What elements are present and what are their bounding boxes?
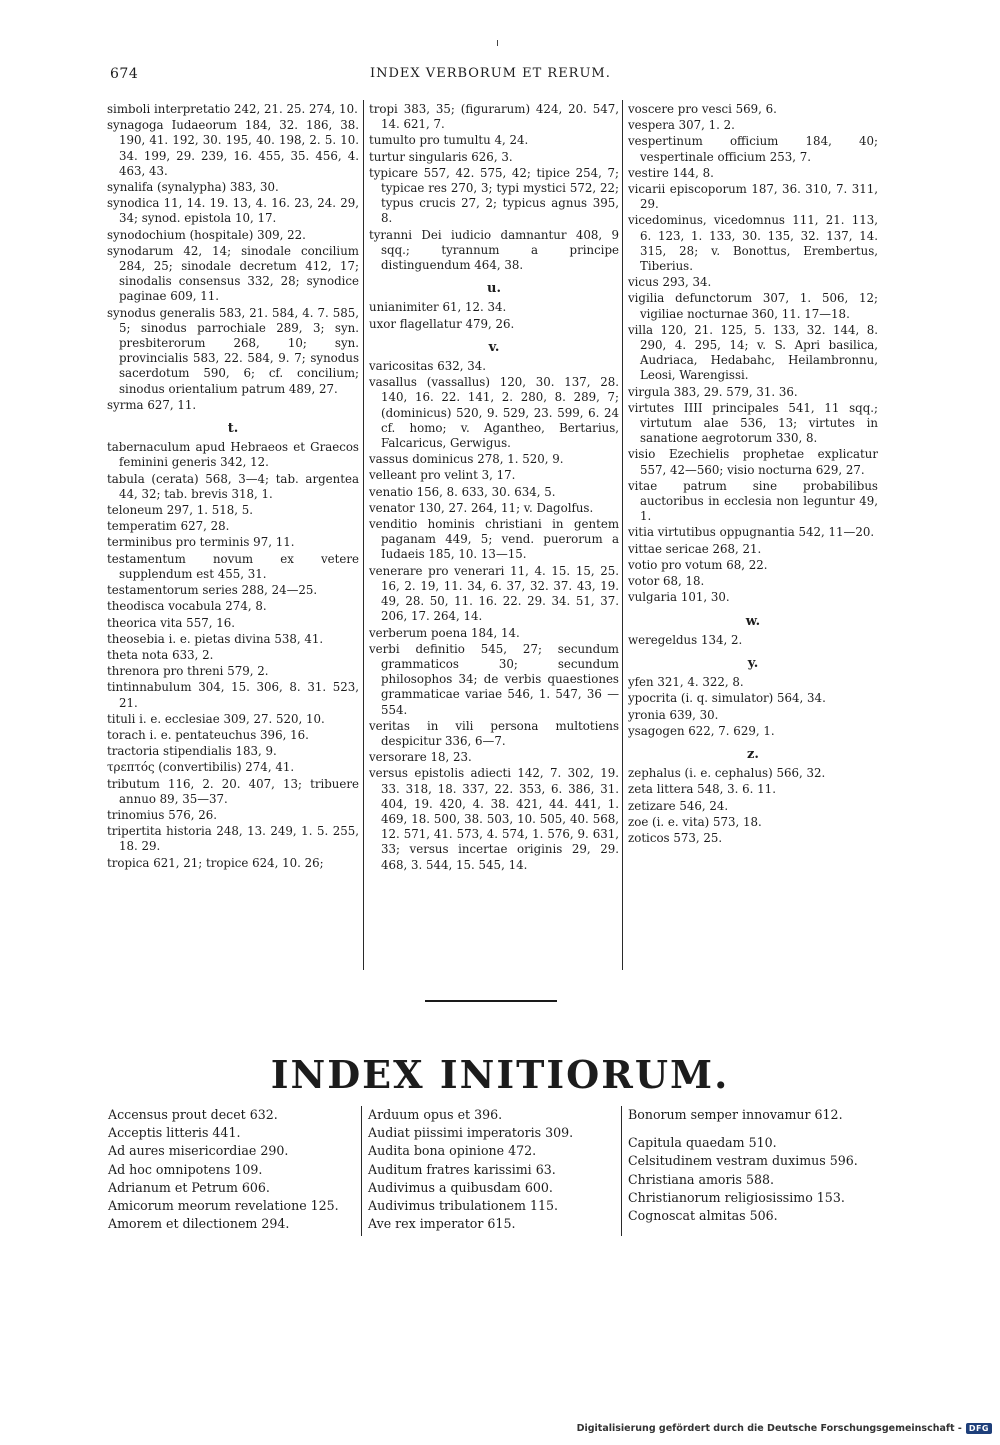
initium-entry: Capitula quaedam 510. — [628, 1135, 777, 1151]
index-entry: theta nota 633, 2. — [107, 647, 214, 662]
index-entry: synodica 11, 14. 19. 13, 4. 16. 23, 24. 29, 34; synod. epistola 10, 17. — [107, 196, 359, 226]
column-rule-3 — [361, 1106, 362, 1236]
initium-entry: Christianorum religiosissimo 153. — [628, 1189, 845, 1205]
index-entry: temperatim 627, 28. — [107, 519, 230, 534]
initium-entry: Amorem et dilectionem 294. — [108, 1216, 290, 1232]
index-entry: voscere pro vesci 569, 6. — [628, 102, 777, 116]
dfg-logo: DFG — [966, 1423, 992, 1434]
index-entry: testamentum novum ex vetere supplendum est 455, 31. — [107, 551, 359, 581]
index-entry: theosebia i. e. pietas divina 538, 41. — [107, 631, 324, 646]
index-entry: testamentorum series 288, 24—25. — [107, 583, 318, 598]
section-letter: t. — [227, 421, 239, 437]
index-entry: vigilia defunctorum 307, 1. 506, 12; vigiliae nocturnae 360, 11. 17—18. — [628, 291, 878, 321]
section-letter: z. — [747, 746, 759, 762]
initium-entry: Bonorum semper innovamur 612. — [628, 1107, 843, 1122]
index-entry: vespera 307, 1. 2. — [628, 118, 735, 133]
index-entry: vassus dominicus 278, 1. 520, 9. — [369, 452, 564, 467]
index-entry: simboli interpretatio 242, 21. 25. 274, 10. — [107, 102, 358, 116]
initium-entry: Audivimus a quibusdam 600. — [368, 1179, 553, 1195]
index-entry: trinomius 576, 26. — [107, 807, 217, 822]
section-letter: w. — [745, 613, 761, 629]
column-rule-1 — [363, 100, 364, 970]
index-entry: turtur singularis 626, 3. — [369, 149, 513, 164]
index-entry: ysagogen 622, 7. 629, 1. — [628, 723, 775, 738]
initium-entry: Arduum opus et 396. — [368, 1107, 503, 1122]
index-entry: veritas in vili persona multotiens despicitur 336, 6—7. — [369, 718, 619, 748]
index-entry: vittae sericae 268, 21. — [628, 541, 762, 556]
footer-credit: Digitalisierung gefördert durch die Deutsche Forschungsgemeinschaft - — [576, 1423, 962, 1434]
index-entry: venditio hominis christiani in gentem paganam 449, 5; vend. puerorum a Iudaeis 185, 10. 13—15. — [369, 517, 619, 562]
initia-column-2 — [368, 1106, 618, 1233]
initium-entry: Ad hoc omnipotens 109. — [108, 1161, 263, 1177]
initium-entry: Ad aures misericordiae 290. — [108, 1143, 289, 1159]
index-entry: virgula 383, 29. 579, 31. 36. — [628, 384, 798, 399]
index-entry: villa 120, 21. 125, 5. 133, 32. 144, 8. 290, 4. 295, 14; v. S. Apri basilica, Audriaca, Hedabahc, Heilambronnu, Leosi, Warengissi. — [628, 322, 878, 383]
index-entry: venerare pro venerari 11, 4. 15. 15, 25. 16, 2. 19, 11. 34, 6. 37, 32. 37. 43, 19. 49, 28. 50, 11. 16. 22. 29. 34. 51, 37. 206, 17. 264, 14. — [369, 563, 619, 624]
index-entry: yronia 639, 30. — [628, 707, 719, 722]
initium-entry: Audiat piissimi imperatoris 309. — [368, 1125, 574, 1141]
index-entry: synodus generalis 583, 21. 584, 4. 7. 585, 5; sinodus parrochiale 289, 3; syn. presbiterorum 268, 10; syn. provincialis 583, 22. 584, 9. 7; synodus sacerdotum 590, 6; cf. concilium; sinodus orientalium patrum 489, 27. — [107, 305, 359, 396]
initium-entry: Ave rex imperator 615. — [368, 1216, 516, 1232]
index-entry: tripertita historia 248, 13. 249, 1. 5. 255, 18. 29. — [107, 824, 359, 854]
initia-gap — [628, 1124, 888, 1134]
index-entry: tituli i. e. ecclesiae 309, 27. 520, 10. — [107, 711, 325, 726]
initium-entry: Audivimus tribulationem 115. — [368, 1198, 558, 1214]
initia-column-1 — [108, 1106, 358, 1233]
initium-entry: Cognoscat almitas 506. — [628, 1208, 778, 1224]
initium-entry: Acceptis litteris 441. — [108, 1125, 241, 1141]
page-number: 674 — [110, 66, 139, 82]
index-initiorum-title: INDEX INITIORUM. — [270, 1052, 730, 1097]
index-entry: theodisca vocabula 274, 8. — [107, 599, 267, 614]
index-entry: teloneum 297, 1. 518, 5. — [107, 503, 254, 518]
index-entry: synodarum 42, 14; sinodale concilium 284, 25; sinodale decretum 412, 17; sinodalis consensus 332, 28; synodice paginae 609, 11. — [107, 243, 359, 304]
index-entry: versus epistolis adiecti 142, 7. 302, 19. 33. 318, 18. 337, 22. 353, 6. 386, 31. 404, 19. 420, 4. 38. 421, 44. 441, 1. 469, 18. 500, 38. 503, 10. 505, 40. 568, 12. 571, 41. 573, 4. 574, 1. 576, 9. 631, 33; versus incertae originis 29, 29. 468, 3. 544, 15. 545, 14. — [369, 766, 619, 872]
index-entry: tyranni Dei iudicio damnantur 408, 9 sqq.; tyrannum a principe distinguendum 464, 38. — [369, 227, 619, 273]
index-entry: vestire 144, 8. — [628, 165, 714, 180]
index-entry: verberum poena 184, 14. — [369, 625, 520, 640]
initium-entry: Christiana amoris 588. — [628, 1171, 775, 1187]
top-tick — [497, 40, 498, 46]
index-entry: vespertinum officium 184, 40; vespertinale officium 253, 7. — [628, 134, 878, 164]
index-entry: unianimiter 61, 12. 34. — [369, 300, 507, 315]
index-entry: vicarii episcoporum 187, 36. 310, 7. 311, 29. — [628, 182, 878, 212]
index-entry: votor 68, 18. — [628, 574, 705, 589]
index-entry: typicare 557, 42. 575, 42; tipice 254, 7; typicae res 270, 3; typi mystici 572, 22; typus crucis 27, 2; typicus agnus 395, 8. — [369, 165, 619, 226]
section-letter: u. — [487, 281, 501, 297]
initium-entry: Adrianum et Petrum 606. — [108, 1179, 270, 1195]
initium-entry: Auditum fratres karissimi 63. — [368, 1161, 556, 1177]
section-letter: y. — [747, 655, 759, 671]
column-rule-4 — [621, 1106, 622, 1236]
index-entry: velleant pro velint 3, 17. — [369, 468, 516, 483]
index-entry: synalifa (synalypha) 383, 30. — [107, 180, 279, 195]
index-entry: threnora pro threni 579, 2. — [107, 664, 269, 679]
index-entry: venator 130, 27. 264, 11; v. Dagolfus. — [369, 500, 594, 515]
index-entry: yfen 321, 4. 322, 8. — [628, 675, 744, 690]
index-entry: tributum 116, 2. 20. 407, 13; tribuere annuo 89, 35—37. — [107, 776, 359, 806]
index-entry: tabernaculum apud Hebraeos et Graecos feminini generis 342, 12. — [107, 440, 359, 470]
index-entry: votio pro votum 68, 22. — [628, 557, 768, 572]
index-entry: tropi 383, 35; (figurarum) 424, 20. 547, 14. 621, 7. — [369, 102, 619, 132]
index-column-2 — [369, 102, 619, 874]
index-entry: uxor flagellatur 479, 26. — [369, 316, 515, 331]
index-entry: tintinnabulum 304, 15. 306, 8. 31. 523, 21. — [107, 680, 359, 710]
index-entry: weregeldus 134, 2. — [628, 632, 743, 647]
index-entry: versorare 18, 23. — [369, 750, 472, 765]
index-entry: verbi definitio 545, 27; secundum grammaticos 30; secundum philosophos 34; de verbis quaestiones grammaticae variae 546, 1. 547, 36 —554. — [369, 641, 619, 717]
index-column-1 — [107, 102, 359, 872]
index-entry: τρεπτός (convertibilis) 274, 41. — [107, 760, 295, 775]
index-entry: vulgaria 101, 30. — [628, 590, 730, 605]
index-entry: zoe (i. e. vita) 573, 18. — [628, 814, 762, 829]
initia-column-3 — [628, 1106, 888, 1225]
index-entry: virtutes IIII principales 541, 11 sqq.; virtutum alae 536, 13; virtutes in sanatione aegrotorum 330, 8. — [628, 400, 878, 446]
index-entry: zeta littera 548, 3. 6. 11. — [628, 782, 776, 797]
index-column-3 — [628, 102, 878, 847]
index-entry: venatio 156, 8. 633, 30. 634, 5. — [369, 484, 556, 499]
index-entry: terminibus pro terminis 97, 11. — [107, 535, 295, 550]
index-entry: vitae patrum sine probabilibus auctoribus in ecclesia non leguntur 49, 1. — [628, 478, 878, 524]
index-entry: vasallus (vassallus) 120, 30. 137, 28. 140, 16. 22. 141, 2. 280, 8. 289, 7; (dominicus) 520, 9. 529, 23. 599, 6. 24 cf. homo; v. Agantheo, Bertarius, Falcaricus, Gerwigus. — [369, 375, 619, 451]
index-entry: varicositas 632, 34. — [369, 359, 487, 374]
index-entry: visio Ezechielis prophetae explicatur 557, 42—560; visio nocturna 629, 27. — [628, 447, 878, 477]
running-title: INDEX VERBORUM ET RERUM. — [370, 66, 611, 81]
index-entry: syrma 627, 11. — [107, 397, 197, 412]
initium-entry: Accensus prout decet 632. — [108, 1107, 278, 1122]
index-entry: vicus 293, 34. — [628, 275, 712, 290]
index-entry: synagoga Iudaeorum 184, 32. 186, 38. 190, 41. 192, 30. 195, 40. 198, 2. 5. 10. 34. 199, 29. 239, 16. 455, 35. 456, 4. 463, 43. — [107, 118, 359, 178]
initium-entry: Amicorum meorum revelatione 125. — [108, 1198, 339, 1214]
index-entry: vicedominus, vicedomnus 111, 21. 113, 6. 123, 1. 133, 30. 135, 32. 137, 14. 315, 28; v. Bonottus, Erembertus, Tiberius. — [628, 213, 878, 274]
index-entry: tabula (cerata) 568, 3—4; tab. argentea 44, 32; tab. brevis 318, 1. — [107, 471, 359, 501]
section-divider — [425, 1000, 557, 1002]
column-rule-2 — [622, 100, 623, 970]
index-entry: synodochium (hospitale) 309, 22. — [107, 227, 306, 242]
index-entry: tumulto pro tumultu 4, 24. — [369, 133, 529, 148]
section-letter: v. — [488, 339, 500, 355]
index-entry: zephalus (i. e. cephalus) 566, 32. — [628, 766, 826, 781]
index-entry: torach i. e. pentateuchus 396, 16. — [107, 727, 309, 742]
index-entry: tropica 621, 21; tropice 624, 10. 26; — [107, 855, 324, 870]
index-entry: vitia virtutibus oppugnantia 542, 11—20. — [628, 525, 875, 540]
index-entry: theorica vita 557, 16. — [107, 615, 235, 630]
initium-entry: Audita bona opinione 472. — [368, 1143, 537, 1159]
index-entry: ypocrita (i. q. simulator) 564, 34. — [628, 691, 826, 706]
index-entry: zoticos 573, 25. — [628, 830, 723, 845]
initium-entry: Celsitudinem vestram duximus 596. — [628, 1153, 858, 1169]
index-entry: tractoria stipendialis 183, 9. — [107, 744, 277, 759]
index-entry: zetizare 546, 24. — [628, 798, 729, 813]
